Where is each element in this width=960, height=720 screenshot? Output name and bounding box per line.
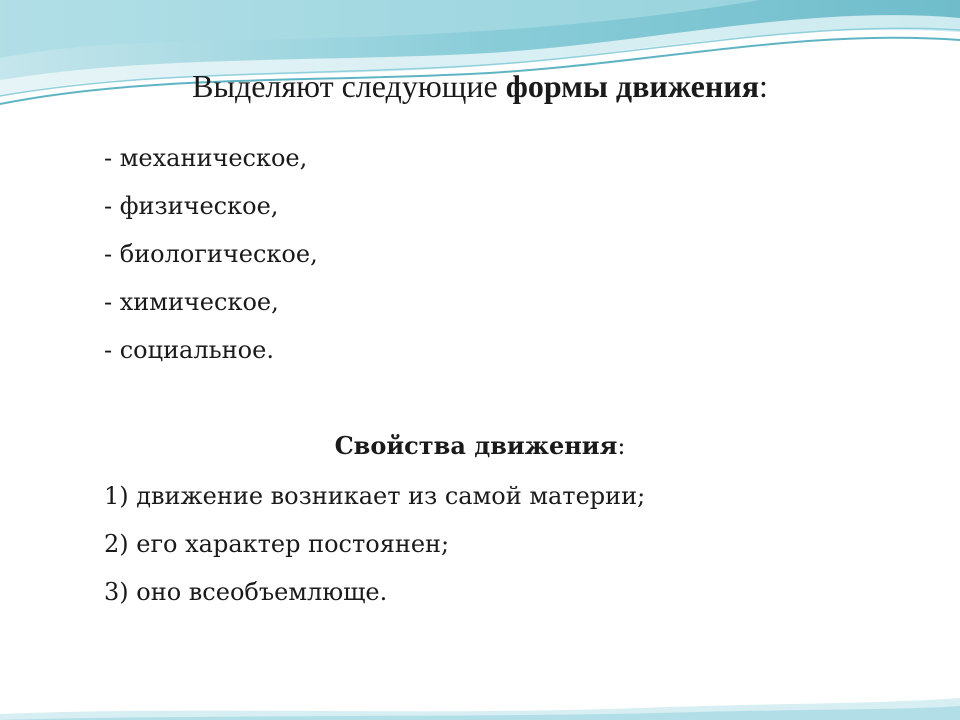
top-wave-decoration (0, 0, 960, 130)
list-item: - физическое, (104, 192, 279, 220)
properties-heading-suffix: : (617, 432, 626, 460)
list-item: - химическое, (104, 288, 279, 316)
title-bold: формы движения (505, 68, 759, 104)
bottom-wave-decoration (0, 692, 960, 720)
list-item: - социальное. (104, 336, 274, 364)
forms-list (104, 134, 318, 374)
title-suffix: : (759, 68, 768, 104)
list-item: 2) его характер постоянен; (104, 530, 450, 558)
properties-heading (0, 426, 960, 466)
list-item: - механическое, (104, 144, 308, 172)
properties-heading-bold: Свойства движения (334, 431, 618, 460)
properties-list (104, 472, 645, 616)
title-prefix: Выделяют следующие (192, 68, 506, 104)
list-item: 1) движение возникает из самой материи; (104, 482, 646, 510)
slide-title (0, 66, 960, 106)
list-item: - биологическое, (104, 240, 318, 268)
list-item: 3) оно всеобъемлюще. (104, 578, 388, 606)
